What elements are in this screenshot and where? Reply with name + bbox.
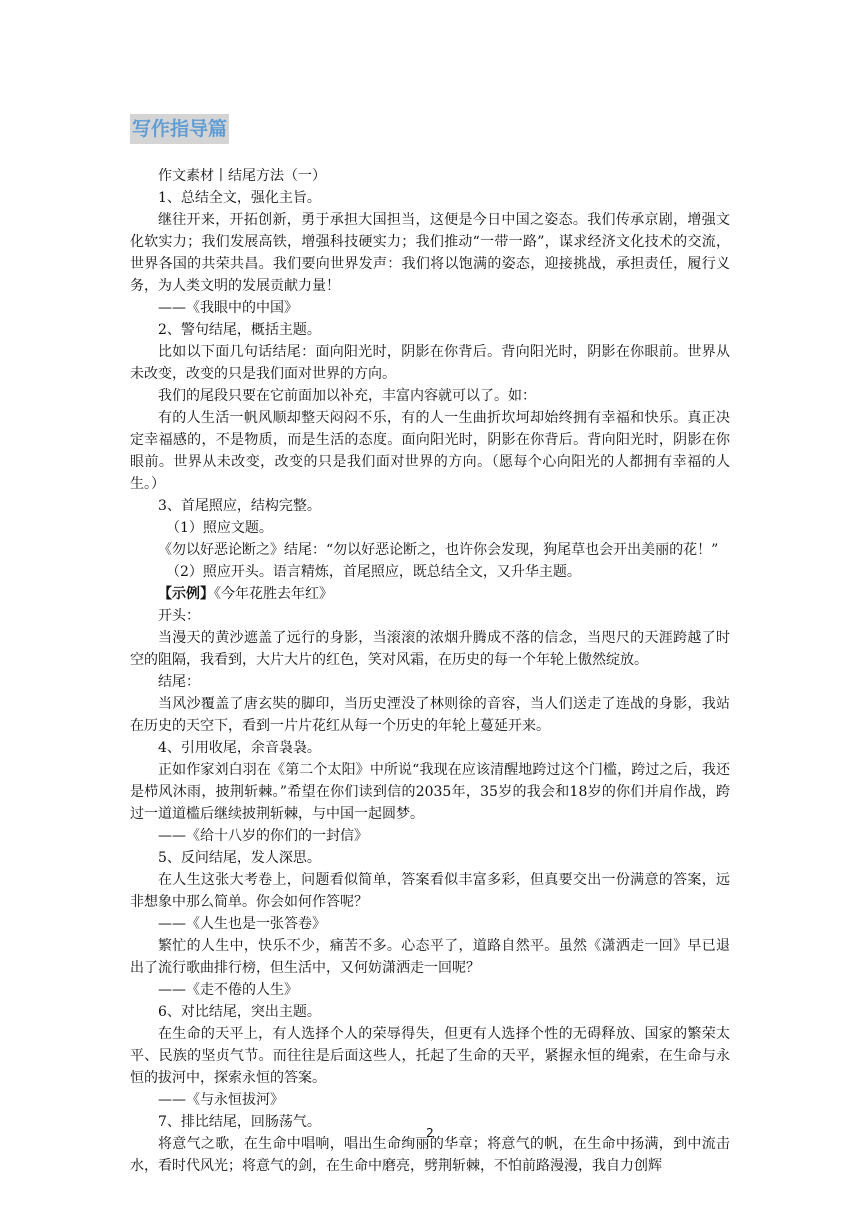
paragraph: 繁忙的人生中，快乐不少，痛苦不多。心态平了，道路自然平。虽然《潇洒走一回》早已退出了流行歌曲排行榜，但生活中，又何妨潇洒走一回呢？: [130, 938, 730, 976]
source-citation: ——《人生也是一张答卷》: [158, 916, 326, 932]
example-title: 《今年花胜去年红》: [214, 586, 333, 602]
paragraph: 在生命的天平上，有人选择个人的荣辱得失，但更有人选择个性的无碍释放、国家的繁荣太平、民族的坚贞气节。而往往是后面这些人，托起了生命的天平，紧握永恒的绳索，在生命与永恒的拔河中，探索永恒的答案。: [130, 1026, 730, 1086]
paragraph: 我们的尾段只要在它前面加以补充，丰富内容就可以了。如：: [158, 388, 536, 404]
paragraph: 当漫天的黄沙遮盖了远行的身影，当滚滚的浓烟升腾成不落的信念，当咫尺的天涯跨越了时空的阻隔，我看到，大片大片的红色，笑对风霜，在历史的每一个年轮上傲然绽放。: [130, 630, 730, 668]
article-body: [130, 165, 730, 1177]
method-heading-5: 5、反问结尾，发人深思。: [158, 850, 321, 866]
label: 开头：: [158, 608, 200, 624]
source-citation: ——《与永恒拔河》: [158, 1092, 284, 1108]
method-heading-6: 6、对比结尾，突出主题。: [158, 1004, 321, 1020]
label: 结尾：: [158, 674, 200, 690]
method-heading-7: 7、排比结尾，回肠荡气。: [158, 1114, 321, 1130]
sub-heading: （2）照应开头。语言精炼，首尾照应，既总结全文，又升华主题。: [166, 564, 581, 580]
paragraph: 有的人生活一帆风顺却整天闷闷不乐，有的人一生曲折坎坷却始终拥有幸福和快乐。真正决定幸福感的，不是物质，而是生活的态度。面向阳光时，阴影在你背后。背向阳光时，阴影在你眼前。世界从未改变，改变的只是我们面对世界的方向。（愿每个心向阳光的人都拥有幸福的人生。）: [130, 410, 730, 492]
paragraph: 比如以下面几句话结尾：面向阳光时，阴影在你背后。背向阳光时，阴影在你眼前。世界从未改变，改变的只是我们面对世界的方向。: [130, 344, 730, 382]
section-heading: 写作指导篇: [130, 114, 229, 144]
article-title: 作文素材丨结尾方法（一）: [158, 168, 326, 184]
paragraph: 将意气之歌，在生命中唱响，唱出生命绚丽的华章；将意气的帆，在生命中扬满，到中流击水，看时代风光；将意气的剑，在生命中磨亮，劈荆斩棘，不怕前路漫漫，我自力创辉: [130, 1136, 730, 1174]
paragraph: 在人生这张大考卷上，问题看似简单，答案看似丰富多彩，但真要交出一份满意的答案，远非想象中那么简单。你会如何作答呢？: [130, 872, 730, 910]
paragraph: 《勿以好恶论断之》结尾：“勿以好恶论断之，也许你会发现，狗尾草也会开出美丽的花！”: [158, 542, 719, 558]
example-tag: 【示例】: [158, 586, 214, 602]
method-heading-1: 1、总结全文，强化主旨。: [158, 190, 321, 206]
example-line: [130, 583, 730, 605]
source-citation: ——《我眼中的中国》: [158, 300, 298, 316]
paragraph: 正如作家刘白羽在《第二个太阳》中所说“我现在应该清醒地跨过这个门槛，跨过之后，我还是栉风沐雨，披荆斩棘。”希望在你们读到信的2035年，35岁的我会和18岁的你们并肩作战，跨过一道道槛后继续披荆斩棘，与中国一起圆梦。: [130, 762, 730, 822]
paragraph: 当风沙覆盖了唐玄奘的脚印，当历史湮没了林则徐的音容，当人们送走了连战的身影，我站在历史的天空下，看到一片片花红从每一个历史的年轮上蔓延开来。: [130, 696, 730, 734]
method-heading-3: 3、首尾照应，结构完整。: [158, 498, 321, 514]
paragraph: 继往开来，开拓创新，勇于承担大国担当，这便是今日中国之姿态。我们传承京剧，增强文化软实力；我们发展高铁，增强科技硬实力；我们推动“一带一路”，谋求经济文化技术的交流，世界各国的共荣共昌。我们要向世界发声：我们将以饱满的姿态，迎接挑战，承担责任，履行义务，为人类文明的发展贡献力量！: [130, 212, 730, 294]
source-citation: ——《给十八岁的你们的一封信》: [158, 828, 368, 844]
source-citation: ——《走不倦的人生》: [158, 982, 298, 998]
sub-heading: （1）照应文题。: [166, 520, 273, 536]
page-number: 2: [426, 1126, 434, 1140]
method-heading-4: 4、引用收尾，余音袅袅。: [158, 740, 321, 756]
method-heading-2: 2、警句结尾，概括主题。: [158, 322, 321, 338]
